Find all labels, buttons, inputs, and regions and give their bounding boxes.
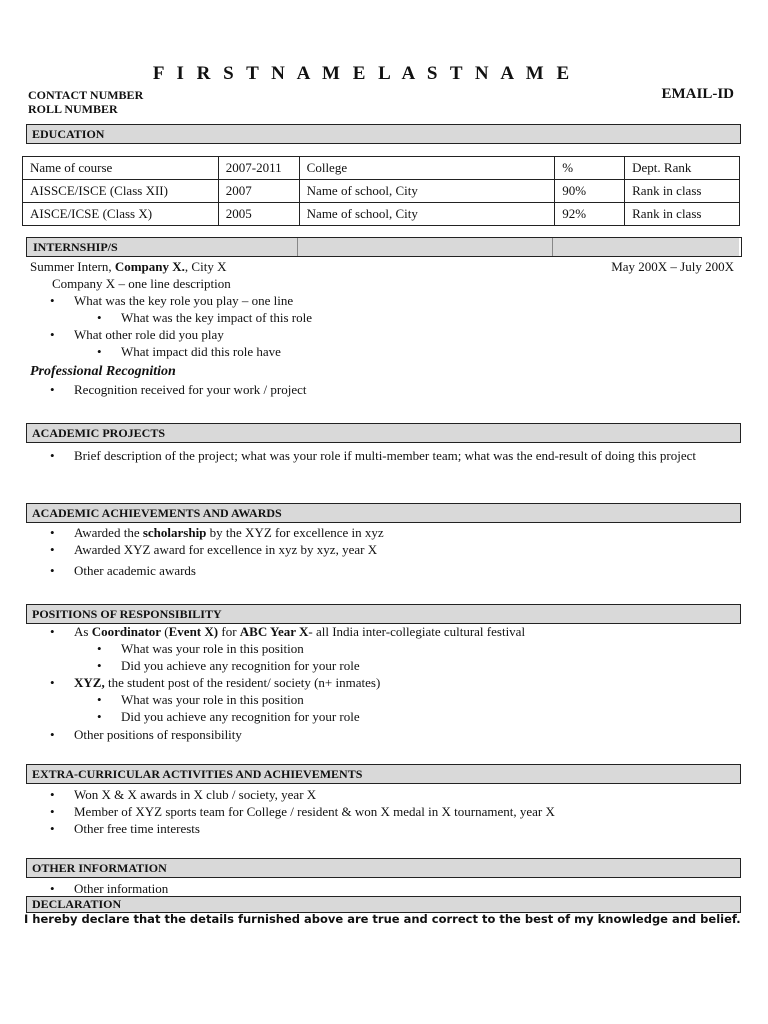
section-achievements-heading: ACADEMIC ACHIEVEMENTS AND AWARDS (26, 503, 741, 523)
section-projects-heading: ACADEMIC PROJECTS (26, 423, 741, 443)
list-item (97, 658, 360, 674)
table-cell: Name of course (23, 157, 219, 180)
list-item-text: What was your role in this position (121, 692, 304, 707)
professional-recognition-heading: Professional Recognition (30, 364, 176, 379)
list-item (97, 709, 360, 725)
list-item-text: What was the key role you play – one line (74, 293, 294, 308)
list-item-text: Other information (74, 881, 169, 896)
list-item (50, 787, 316, 803)
resume-name: F I R S T N A M E L A S T N A M E (152, 63, 574, 84)
list-item-text: Member of XYZ sports team for College / resident & won X medal in X tournament, year X (74, 804, 555, 819)
table-row (23, 203, 740, 226)
table-cell: % (555, 157, 625, 180)
list-item (50, 382, 306, 398)
section-declaration-heading: DECLARATION (26, 896, 741, 913)
heading-filler (298, 238, 553, 256)
list-item (50, 727, 242, 743)
table-cell: Rank in class (625, 203, 740, 226)
section-extracurricular-heading: EXTRA-CURRICULAR ACTIVITIES AND ACHIEVEMENTS (26, 764, 741, 784)
list-item-text: What was your role in this position (121, 641, 304, 656)
section-positions-heading: POSITIONS OF RESPONSIBILITY (26, 604, 741, 624)
table-cell: Name of school, City (299, 203, 555, 226)
contact-number: CONTACT NUMBER (28, 88, 144, 102)
table-cell: 2007 (218, 180, 299, 203)
list-item (97, 692, 304, 708)
table-cell: Dept. Rank (625, 157, 740, 180)
list-item (50, 804, 555, 820)
list-item-text: What impact did this role have (121, 344, 281, 359)
event-text: Event X) (168, 624, 219, 639)
list-item-text: Recognition received for your work / project (74, 382, 307, 397)
list-item (50, 293, 293, 309)
roll-number: ROLL NUMBER (28, 102, 118, 116)
list-item-text: Other positions of responsibility (74, 727, 242, 742)
role-text: Summer Intern, (30, 259, 115, 274)
post-name: XYZ, (74, 675, 105, 690)
list-item-text: Other free time interests (74, 821, 200, 836)
section-other-heading: OTHER INFORMATION (26, 858, 741, 878)
table-cell: 2007-2011 (218, 157, 299, 180)
company-description: Company X – one line description (52, 276, 231, 291)
table-cell: Rank in class (625, 180, 740, 203)
table-cell: 92% (555, 203, 625, 226)
list-item (50, 327, 224, 343)
list-item (50, 563, 196, 579)
internship-dates: May 200X – July 200X (611, 259, 734, 274)
list-item (50, 542, 377, 558)
list-item-text: What other role did you play (74, 327, 224, 342)
list-item-text: As (74, 624, 92, 639)
list-item-text: Awarded XYZ award for excellence in xyz by xyz, year X (74, 542, 378, 557)
list-item-text: the student post of the resident/ society (n+ inmates) (104, 675, 381, 690)
list-item-text: by the XYZ for excellence in xyz (206, 525, 384, 540)
list-item-text: Won X & X awards in X club / society, year X (74, 787, 317, 802)
declaration-text: I hereby declare that the details furnished above are true and correct to the best of my knowledge and belief. (24, 912, 741, 926)
list-item (50, 821, 200, 837)
section-education-heading: EDUCATION (26, 124, 741, 144)
list-item-text: - all India inter-collegiate cultural festival (308, 624, 526, 639)
role-city: , City X (184, 259, 227, 274)
table-cell: College (299, 157, 555, 180)
list-item-text: What was the key impact of this role (121, 310, 312, 325)
internship-role (30, 259, 226, 275)
table-row (23, 180, 740, 203)
list-item-text: Other academic awards (74, 563, 196, 578)
list-item-text: ( (161, 624, 169, 639)
list-item (50, 624, 525, 640)
email-id: EMAIL-ID (661, 86, 734, 102)
list-item (50, 881, 168, 897)
festival-name: ABC Year X (239, 624, 309, 639)
table-cell: AISCE/ICSE (Class X) (23, 203, 219, 226)
section-internship-heading (26, 237, 742, 257)
table-cell: Name of school, City (299, 180, 555, 203)
scholarship-text: scholarship (142, 525, 207, 540)
table-cell: AISSCE/ISCE (Class XII) (23, 180, 219, 203)
table-row (23, 157, 740, 180)
project-description: Brief description of the project; what was your role if multi-member team; what was the end-result of doing this project (74, 448, 697, 463)
education-table (22, 156, 740, 226)
list-item-text: Awarded the (74, 525, 143, 540)
internship-heading-label: INTERNSHIP/S (27, 238, 298, 256)
list-item-text: Did you achieve any recognition for your role (121, 709, 360, 724)
contact-block (28, 88, 143, 116)
coordinator-text: Coordinator (91, 624, 162, 639)
list-item-text: Did you achieve any recognition for your role (121, 658, 360, 673)
list-item (50, 525, 384, 541)
list-item (97, 344, 281, 360)
heading-filler (553, 238, 739, 256)
list-item (97, 641, 304, 657)
table-cell: 90% (555, 180, 625, 203)
list-item-text: for (218, 624, 240, 639)
list-item (97, 310, 312, 326)
list-item (50, 675, 380, 691)
table-cell: 2005 (218, 203, 299, 226)
company-name: Company X. (114, 259, 185, 274)
